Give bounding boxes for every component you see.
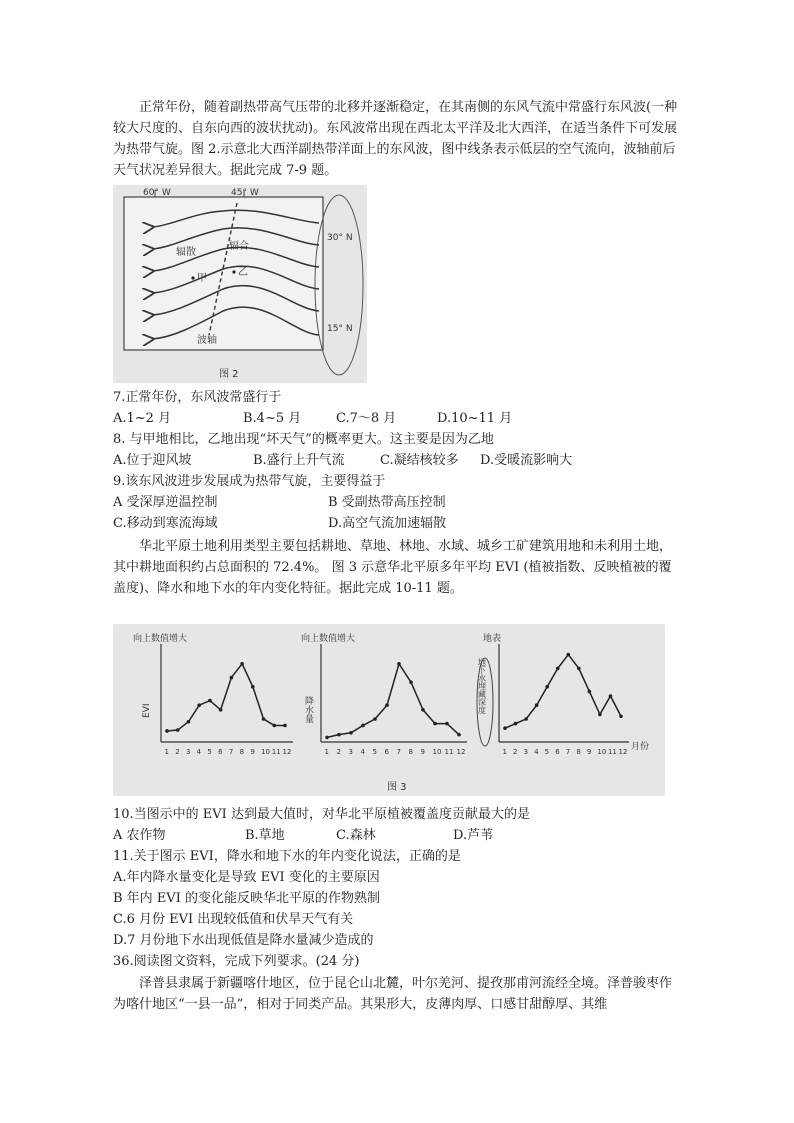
chart3-tick-4: 4: [534, 748, 539, 756]
q10-stem: 10.当图示中的 EVI 达到最大值时，对华北平原植被覆盖度贡献最大的是: [113, 807, 530, 822]
chart3-point-9: [588, 690, 592, 694]
chart3-point-7: [566, 653, 570, 657]
chart2-point-6: [385, 703, 389, 707]
q11-option-c: C.6 月份 EVI 出现较低值和伏旱天气有关: [113, 912, 354, 927]
chart3-tick-8: 8: [576, 748, 581, 756]
chart1-tick-8: 8: [239, 748, 245, 756]
q36-paragraph: 泽普县隶属于新疆喀什地区，位于昆仑山北麓，叶尔羌河、提孜那甫河流经全境。泽普骏枣作为喀什地区“一县一品”，相对于同类产品。其果形大，皮薄肉厚、口感甘甜醇厚、其维: [113, 976, 673, 1012]
chart1-point-4: [197, 703, 201, 707]
lat-label-30n: 30° N: [327, 233, 353, 243]
chart1-point-1: [165, 729, 169, 733]
chart3-tick-2: 2: [513, 748, 518, 756]
chart3-point-4: [535, 703, 539, 707]
chart1-point-11: [272, 724, 276, 728]
chart1-tick-5: 5: [207, 748, 212, 756]
q10-option-c: C.森林: [336, 828, 376, 843]
chart3-tick-10: 10: [597, 748, 607, 756]
panel1-title: 向上数值增大: [133, 634, 188, 644]
chart3-point-11: [609, 694, 613, 698]
intro-paragraph-1: 正常年份，随着副热带高气压带的北移并逐渐稳定，在其南侧的东风气流中常盛行东风波(一种较大尺度的、自东向西的波状扰动)。东风波常出现在西北太平洋及北大西洋，在适当条件下可发展为热带气旋。图 2.示意北大西洋副热带洋面上的东风波，图中线条表示低层的空气流向，波轴前后天气状况差异很大。据此完成 7-9 题。: [113, 100, 678, 178]
lon-label-60w: 60° W: [143, 188, 171, 198]
q7-option-b: B.4~5 月: [243, 411, 302, 426]
chart2-point-1: [325, 736, 329, 740]
chart2-point-2: [337, 733, 341, 737]
q8-option-a: A.位于迎风坡: [113, 453, 192, 468]
panel3-ylabel: 地下水埋藏深度: [477, 658, 487, 714]
chart1-series-line: [167, 664, 285, 731]
chart3-tick-5: 5: [544, 748, 550, 756]
q9-option-a: A 受深厚逆温控制: [113, 495, 218, 510]
q9-option-b: B 受副热带高压控制: [328, 495, 446, 510]
figure-3-caption: 图 3: [387, 782, 407, 793]
q10-option-b: B.草地: [245, 828, 285, 843]
label-divergence: 辐散: [176, 247, 196, 258]
q7-option-d: D.10~11 月: [437, 411, 513, 426]
chart3-point-5: [545, 685, 549, 689]
map-frame: [124, 197, 323, 350]
chart2-tick-4: 4: [360, 748, 365, 756]
chart3-tick-11: 11: [607, 748, 617, 756]
chart2-point-12: [457, 733, 461, 737]
chart2-point-11: [445, 722, 449, 726]
figure-2-easterly-wave: [113, 185, 367, 383]
chart1-tick-9: 9: [250, 748, 255, 756]
q8-stem: 8. 与甲地相比，乙地出现“坏天气”的概率更大。这主要是因为乙地: [113, 432, 494, 447]
chart3-series-line: [505, 655, 621, 729]
q9-stem: 9.该东风波进步发展成为热带气旋，主要得益于: [113, 474, 386, 489]
chart2-point-4: [361, 724, 365, 728]
chart1-point-12: [283, 724, 287, 728]
q8-option-b: B.盛行上升气流: [253, 453, 345, 468]
q11-option-b: B 年内 EVI 的变化能反映华北平原的作物熟制: [113, 891, 380, 906]
chart3-tick-3: 3: [523, 748, 529, 756]
chart3-tick-7: 7: [565, 748, 571, 756]
label-convergence: 辐合: [229, 241, 249, 252]
chart2-tick-10: 10: [432, 748, 442, 756]
chart3-tick-12: 12: [618, 748, 628, 756]
chart2-tick-7: 7: [396, 748, 401, 756]
label-point-jia: 甲: [197, 273, 207, 284]
chart2-tick-6: 6: [384, 748, 389, 756]
chart1-point-3: [187, 720, 191, 724]
chart2-series-line: [327, 664, 459, 738]
chart2-tick-5: 5: [372, 748, 377, 756]
chart3-tick-1: 1: [502, 748, 507, 756]
chart2-tick-8: 8: [408, 748, 413, 756]
q11-stem: 11.关于图示 EVI，降水和地下水的年内变化说法，正确的是: [113, 849, 461, 864]
q11-option-a: A.年内降水量变化是导致 EVI 变化的主要原因: [113, 870, 380, 885]
q9-option-d: D.高空气流加速辐散: [328, 516, 447, 531]
q7-option-c: C.7～8 月: [336, 411, 397, 426]
chart2-tick-2: 2: [336, 748, 341, 756]
chart2-tick-1: 1: [324, 748, 329, 756]
chart1-point-5: [208, 699, 212, 703]
chart2-point-3: [349, 731, 353, 735]
q11-option-d: D.7 月份地下水出现低值是降水量减少造成的: [113, 933, 374, 948]
chart3-point-2: [514, 722, 518, 726]
chart1-tick-1: 1: [164, 748, 169, 756]
chart3-point-3: [524, 717, 528, 721]
chart1-tick-11: 11: [271, 748, 281, 756]
point-yi-marker: [232, 270, 235, 273]
point-jia-marker: [191, 276, 194, 279]
lat-label-15n: 15° N: [327, 324, 353, 334]
chart3-point-1: [503, 726, 507, 730]
chart3-point-6: [556, 667, 560, 671]
q10-option-a: A 农作物: [113, 828, 166, 843]
chart1-tick-2: 2: [175, 748, 180, 756]
chart2-point-7: [397, 662, 401, 666]
q7-stem: 7.正常年份，东风波常盛行于: [113, 390, 282, 405]
chart2-point-10: [433, 722, 437, 726]
chart2-tick-11: 11: [444, 748, 454, 756]
q7-option-a: A.1~2 月: [113, 411, 172, 426]
chart3-tick-9: 9: [586, 748, 592, 756]
chart2-tick-3: 3: [348, 748, 353, 756]
chart1-tick-10: 10: [261, 748, 270, 756]
chart2-tick-12: 12: [456, 748, 466, 756]
chart3-point-8: [577, 667, 581, 671]
intro-paragraph-2: 华北平原土地利用类型主要包括耕地、草地、林地、水域、城乡工矿建筑用地和未利用土地，其中耕地面积约占总面积的 72.4%。 图 3 示意华北平原多年平均 EVI (植被指数、反映植被的覆盖度)、降水和地下水的年内变化特征。据此完成 10-11 题。: [113, 539, 673, 596]
chart1-point-8: [240, 662, 244, 666]
panel2-ylabel: 降水量: [303, 696, 313, 723]
chart1-tick-6: 6: [218, 748, 223, 756]
figure-3-charts: [113, 624, 665, 796]
figure-2-caption: 图 2: [219, 369, 239, 380]
q36-stem: 36.阅读图文资料，完成下列要求。(24 分): [113, 954, 360, 969]
q9-option-c: C.移动到寒流海域: [113, 516, 218, 531]
panel3-title: 地表: [483, 634, 502, 644]
chart1-point-6: [219, 708, 223, 712]
chart3-point-10: [598, 713, 602, 717]
chart2-point-9: [421, 708, 425, 712]
chart3-tick-6: 6: [555, 748, 560, 756]
chart3-point-12: [619, 714, 623, 718]
label-point-yi: 乙: [238, 267, 248, 278]
q8-option-d: D.受暖流影响大: [480, 453, 573, 468]
chart1-tick-12: 12: [282, 748, 292, 756]
chart1-tick-4: 4: [196, 748, 202, 756]
label-wave-axis: 波轴: [197, 335, 217, 346]
chart1-point-10: [262, 717, 266, 721]
chart1-point-7: [230, 676, 234, 680]
chart1-point-9: [251, 685, 255, 689]
panel3-month-label: 月份: [631, 742, 650, 752]
chart1-tick-3: 3: [185, 748, 191, 756]
chart2-point-8: [409, 680, 413, 684]
chart1-point-2: [176, 728, 180, 732]
chart1-tick-7: 7: [228, 748, 234, 756]
chart2-point-5: [373, 717, 377, 721]
q8-option-c: C.凝结核较多: [380, 453, 459, 468]
lon-label-45w: 45° W: [231, 188, 259, 198]
chart2-tick-9: 9: [420, 748, 425, 756]
panel2-title: 向上数值增大: [301, 634, 356, 644]
q10-option-d: D.芦苇: [453, 828, 494, 843]
panel1-ylabel: EVI: [142, 703, 152, 718]
